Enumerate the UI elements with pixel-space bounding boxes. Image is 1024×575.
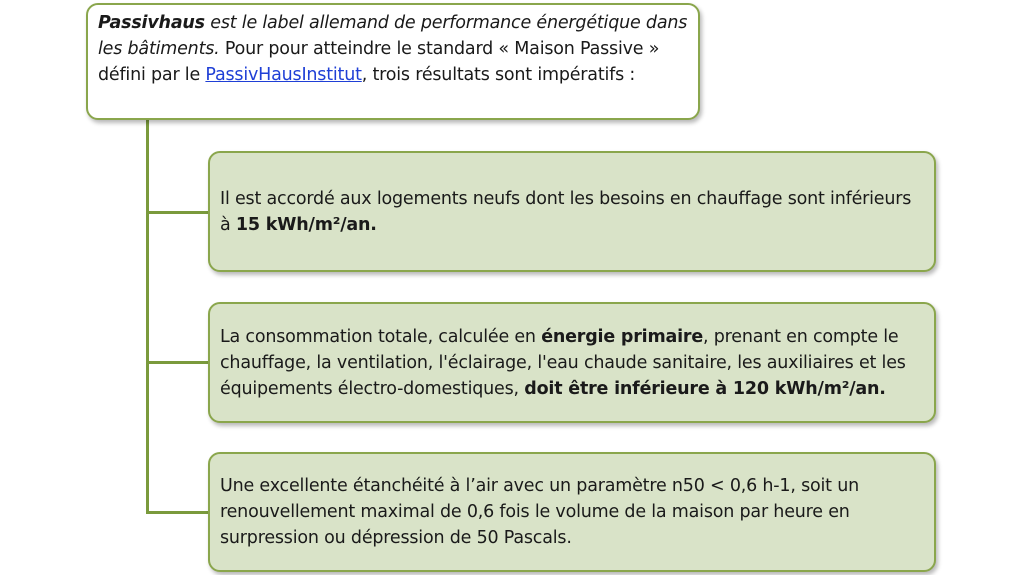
branch-connector-1 [146, 211, 208, 214]
tree-trunk-connector [146, 120, 149, 514]
requirement-2-bold-b: doit être inférieure à 120 kWh/m²/an. [524, 378, 886, 399]
requirement-1-text: Il est accordé aux logements neufs dont les besoins en chauffage sont inférieurs à [220, 188, 912, 235]
root-text-after-link: , trois résultats sont impératifs : [361, 65, 636, 85]
requirement-3-text: Une excellente étanchéité à l’air avec un paramètre n50 < 0,6 h-1, soit un renouvellement maximal de 0,6 fois le volume de la maison par heure en surpression ou dépression de 50 Pascals. [220, 476, 859, 548]
passivhausinstitut-link[interactable]: PassivHausInstitut [205, 65, 362, 85]
requirement-2-text-a: La consommation totale, calculée en [220, 326, 542, 347]
root-title-bold: Passivhaus [98, 13, 205, 33]
root-title-italic: est le label allemand de performance énergétique dans les bâtiments. [98, 13, 688, 59]
branch-connector-2 [146, 361, 208, 364]
requirement-node-3 [208, 452, 936, 572]
root-text-before-link: Pour pour atteindre le standard « Maison Passive » défini par le [98, 39, 660, 85]
requirement-2-bold-a: énergie primaire [541, 326, 704, 347]
branch-connector-3 [146, 511, 208, 514]
requirement-node-1 [208, 151, 936, 272]
requirement-1-bold: 15 kWh/m²/an. [235, 214, 377, 235]
requirement-node-2 [208, 302, 936, 423]
requirement-2-text-b: , prenant en compte le chauffage, la ventilation, l'éclairage, l'eau chaude sanitaire, les auxiliaires et les équipements électro-domestiques, [220, 326, 906, 399]
root-node [86, 3, 700, 120]
